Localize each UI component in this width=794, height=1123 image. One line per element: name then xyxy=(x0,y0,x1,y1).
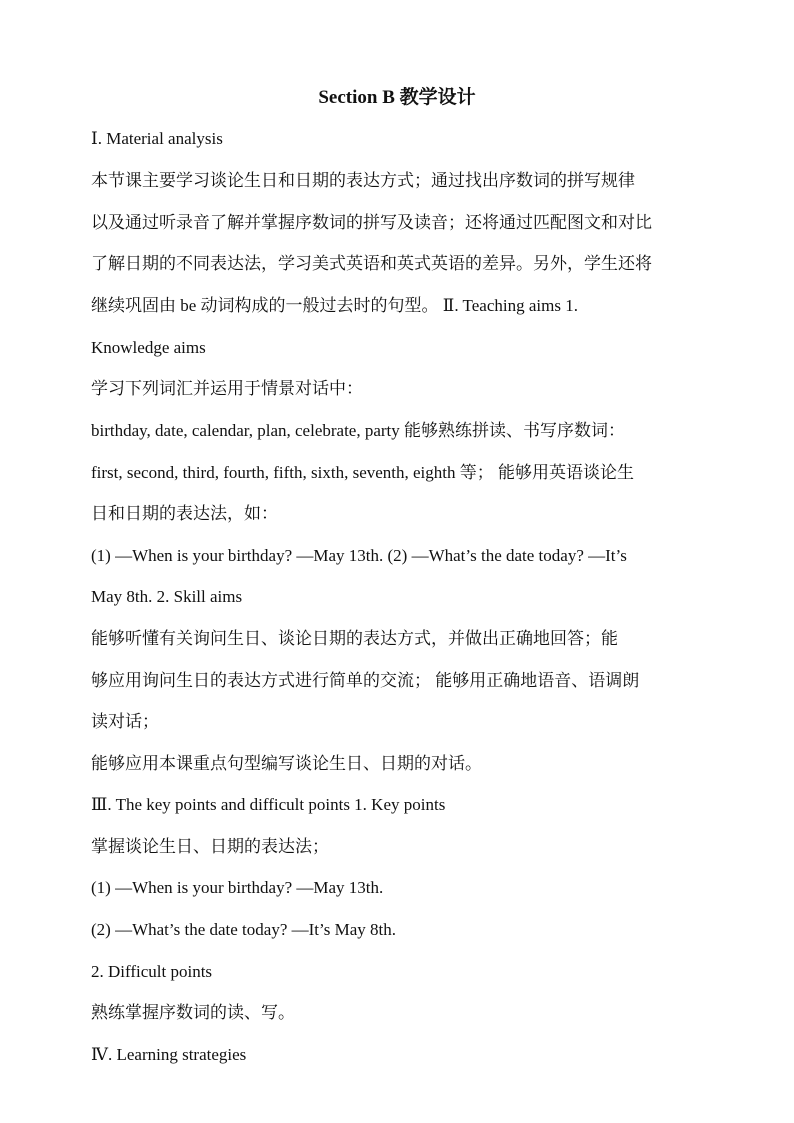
paragraph-line: birthday, date, calendar, plan, celebrate, party 能够熟练拼读、书写序数词： xyxy=(91,421,626,440)
subheading-difficult-points: 2. Difficult points xyxy=(91,962,213,981)
paragraph-line: 了解日期的不同表达法，学习美式英语和英式英语的差异。另外，学生还将 xyxy=(91,254,652,273)
paragraph-line: May 8th. 2. Skill aims xyxy=(91,587,243,606)
section-heading-key-points: Ⅲ. The key points and difficult points 1. Key points xyxy=(91,795,446,814)
paragraph-line: Knowledge aims xyxy=(91,338,206,357)
paragraph-line: 够应用询问生日的表达方式进行简单的交流； 能够用正确地语音、语调朗 xyxy=(91,671,640,690)
paragraph-line: 继续巩固由 be 动词构成的一般过去时的句型。 Ⅱ. Teaching aims 1. xyxy=(91,296,578,315)
paragraph-line: (1) —When is your birthday? —May 13th. (2) —What’s the date today? —It’s xyxy=(91,546,627,565)
paragraph-line: 熟练掌握序数词的读、写。 xyxy=(91,1003,295,1022)
paragraph-line: 读对话； xyxy=(91,712,159,731)
paragraph-line: 学习下列词汇并运用于情景对话中： xyxy=(91,379,363,398)
paragraph-line: 能够应用本课重点句型编写谈论生日、日期的对话。 xyxy=(91,754,482,773)
paragraph-line: 以及通过听录音了解并掌握序数词的拼写及读音；还将通过匹配图文和对比 xyxy=(91,213,652,232)
paragraph-line: 掌握谈论生日、日期的表达法； xyxy=(91,837,329,856)
paragraph-line: (2) —What’s the date today? —It’s May 8th. xyxy=(91,920,396,939)
section-heading-learning-strategies: Ⅳ. Learning strategies xyxy=(91,1045,247,1064)
paragraph-line: first, second, third, fourth, fifth, sixth, seventh, eighth 等； 能够用英语谈论生 xyxy=(91,463,634,482)
section-heading-material-analysis: Ⅰ. Material analysis xyxy=(91,129,223,148)
paragraph-line: 本节课主要学习谈论生日和日期的表达方式；通过找出序数词的拼写规律 xyxy=(91,171,635,190)
paragraph-line: 日和日期的表达法，如： xyxy=(91,504,278,523)
paragraph-line: (1) —When is your birthday? —May 13th. xyxy=(91,878,384,897)
page-title: Section B 教学设计 xyxy=(318,87,476,108)
paragraph-line: 能够听懂有关询问生日、谈论日期的表达方式，并做出正确地回答；能 xyxy=(91,629,618,648)
